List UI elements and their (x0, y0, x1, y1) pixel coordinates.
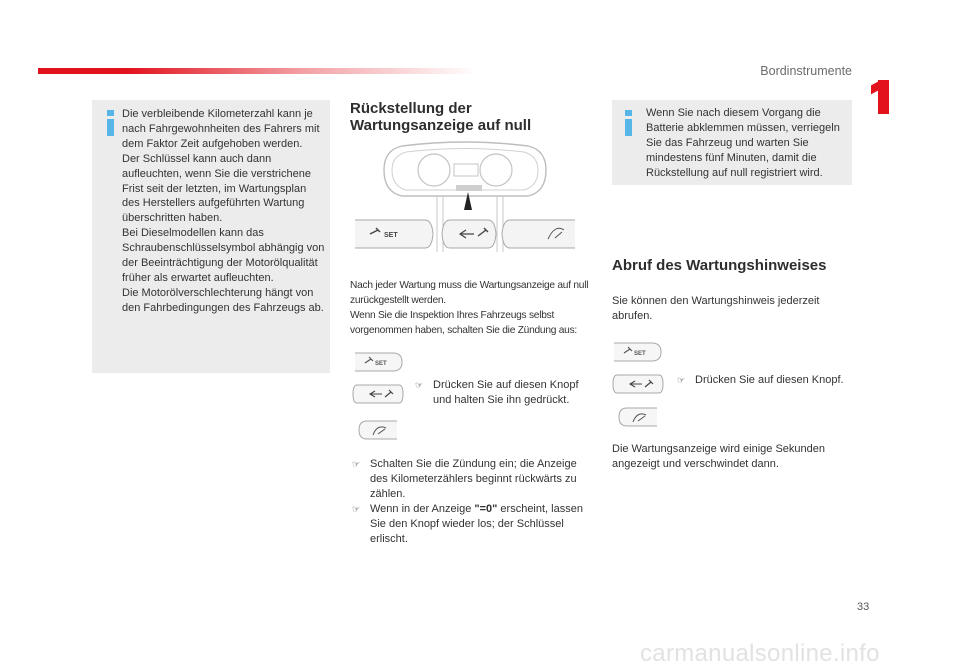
bullet-release-button: ☞ Wenn in der Anzeige "=0" erscheint, lassen Sie den Knopf wieder los; der Schlüssel erlischt. (352, 503, 583, 545)
left-info-box (92, 100, 330, 373)
watermark: carmanualsonline.info (640, 640, 880, 667)
section-title: Bordinstrumente (760, 64, 852, 78)
reset-intro-1: Nach jeder Wartung muss die Wartungsanzeige auf null zurückgestellt werden. (350, 280, 589, 306)
note-paragraph: Die Motorölverschlechterung hängt von den Fahrbedingungen des Fahrzeugs ab. (122, 286, 324, 314)
chapter-marker (868, 76, 892, 116)
reset-intro-2: Wenn Sie die Inspektion Ihres Fahrzeugs selbst vorgenommen haben, schalten Sie die Zündung aus: (350, 310, 577, 336)
note-paragraph: Die verbleibende Kilometerzahl kann je nach Fahrgewohnheiten des Fahrers mit dem Faktor Zeit aufgehoben werden. (122, 108, 320, 150)
svg-text:SET: SET (375, 361, 387, 367)
odometer-button-icon (357, 418, 399, 442)
bullet-ignition-on: ☞ Schalten Sie die Zündung ein; die Anzeige des Kilometerzählers beginnt rückwärts zu zählen. (352, 458, 577, 500)
bullet-arrow-icon: ☞ (352, 504, 361, 514)
service-info-heading: Abruf des Wartungshinweises (612, 257, 827, 274)
page-number: 33 (857, 601, 870, 613)
service-info-intro: Sie können den Wartungshinweis jederzeit abrufen. (612, 295, 820, 322)
reset-button-icon (351, 382, 405, 406)
bullet-arrow-icon: ☞ (677, 375, 686, 385)
odometer-button-icon (617, 405, 659, 429)
chapter-number-glyph (878, 80, 889, 114)
bullet-arrow-icon: ☞ (415, 380, 424, 390)
service-info-outro: Die Wartungsanzeige wird einige Sekunden angezeigt und verschwindet dann. (612, 443, 825, 470)
note-paragraph: Bei Dieselmodellen kann das Schraubenschlüsselsymbol abhängig von der Beeinträchtigung der Motorölqualität früher als erwartet aufleuchten. (122, 227, 325, 284)
reset-heading: Rückstellung der Wartungsanzeige auf null (350, 100, 532, 134)
reset-button-icon (611, 372, 665, 396)
set-button-icon (353, 350, 405, 374)
instrument-panel-illustration (350, 140, 580, 255)
left-info-text (122, 107, 325, 316)
right-info-box (612, 100, 852, 185)
display-value: "=0" (474, 503, 498, 515)
bullet-press-and-hold: ☞ Drücken Sie auf diesen Knopf und halten Sie ihn gedrückt. (415, 379, 579, 406)
set-label: SET (384, 232, 398, 239)
bullet-arrow-icon: ☞ (352, 459, 361, 469)
bullet-press-button: ☞ Drücken Sie auf diesen Knopf. (677, 374, 844, 386)
svg-text:SET: SET (634, 351, 646, 357)
header-accent-bar (38, 68, 478, 74)
set-button-icon (612, 340, 664, 364)
note-paragraph: Der Schlüssel kann auch dann aufleuchten, wenn Sie die verstrichene Frist seit der letzten, im Wartungsplan des Herstellers aufgeführten Wartung überschritten haben. (122, 152, 311, 225)
right-info-text: Wenn Sie nach diesem Vorgang die Batterie abklemmen müssen, verriegeln Sie das Fahrzeug und warten Sie mindestens fünf Minuten, damit die Rückstellung auf null registriert wird. (646, 107, 840, 179)
